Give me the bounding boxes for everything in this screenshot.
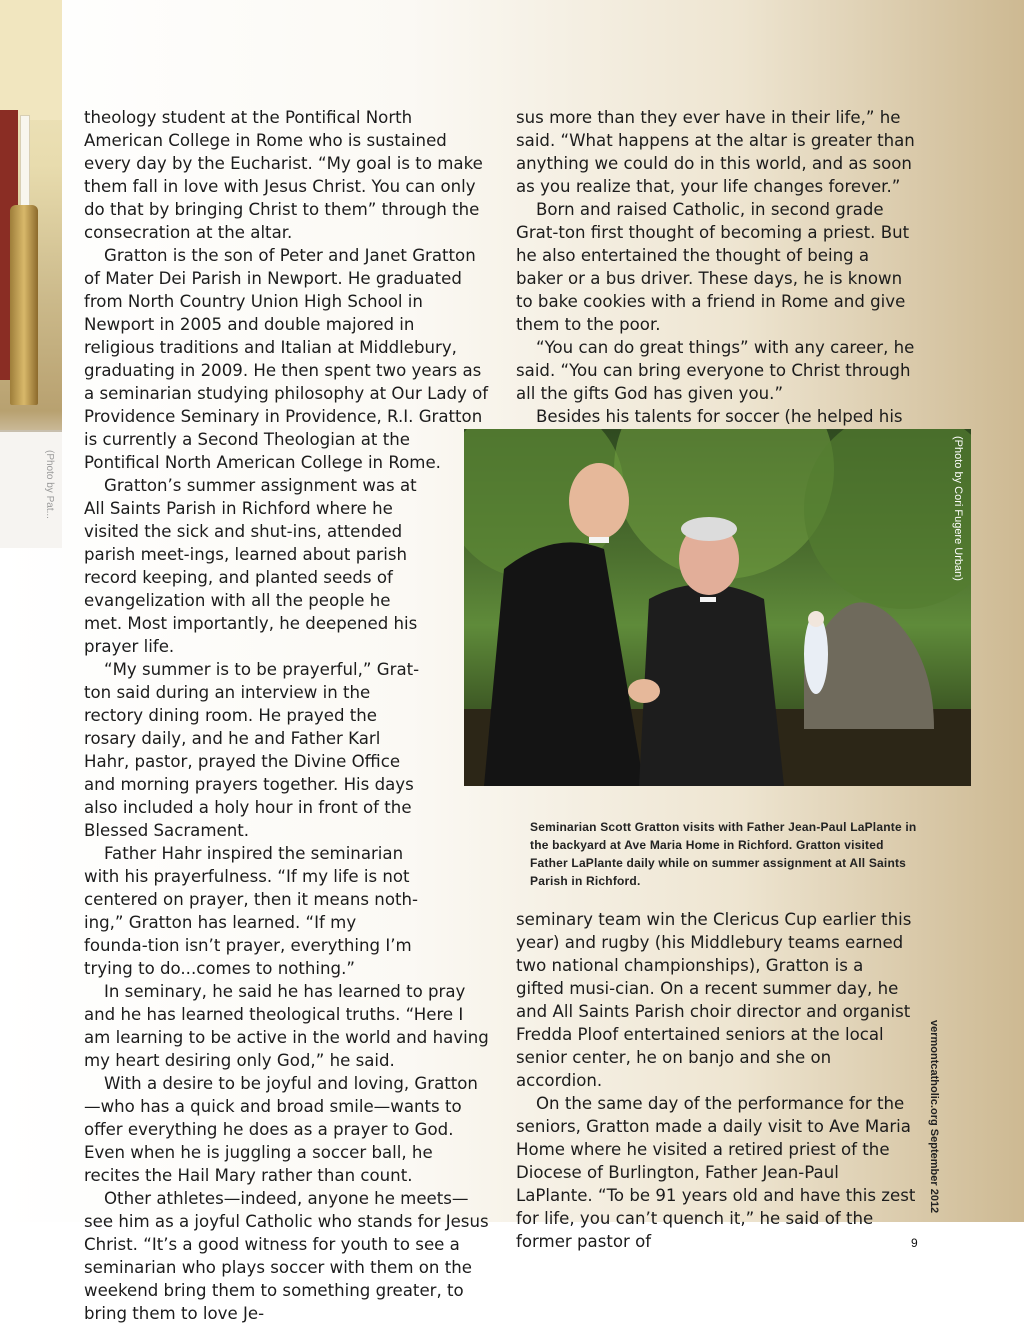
paragraph: In seminary, he said he has learned to pray and he has learned theological truths. “Here I am learning to be active in the world and having my heart desiring only God,” he said. [84, 982, 489, 1070]
paragraph: With a desire to be joyful and loving, Gratton—who has a quick and broad smile—wants to offer everything he does as a prayer to God. Even when he is juggling a soccer ball, he recites the Hail Mary rather than count. [84, 1074, 478, 1185]
paragraph: Other athletes—indeed, anyone he meets—see him as a joyful Catholic who stands for Jesus Christ. “It’s a good witness for youth to see a seminarian who plays soccer with them on the weekend bring them to something greater, to bring them to love Je- [84, 1189, 489, 1323]
photo-credit: (Photo by Cori Fugere Urban) [952, 436, 964, 581]
paragraph: On the same day of the performance for the seniors, Gratton made a daily visit to Ave Maria Home where he visited a retired priest of the Diocese of Burlington, Father Jean-Paul LaPlante. “To be 91 years old and have this zest for life, you can’t quench it,” he said of the former pastor of [516, 1094, 916, 1251]
paragraph: “You can do great things” with any career, he said. “You can bring everyone to Christ through all the gifts God has given you.” [516, 338, 915, 403]
altar-photo-credit: (Photo by Pat... [44, 450, 55, 519]
photo-caption: Seminarian Scott Gratton visits with Father Jean-Paul LaPlante in the backyard at Ave Maria Home in Richford. Gratton visited Father LaPlante daily while on summer assignment at All Saints Parish in Richford. [530, 820, 917, 888]
paragraph: Besides his talents for soccer (he helped his [536, 407, 903, 426]
paragraph: sus more than they ever have in their life,” he said. “What happens at the altar is greater than anything we could do in this world, and as soon as you realize that, your life changes forever.” [516, 108, 915, 196]
right-column-bottom [516, 908, 916, 1253]
seminarian-photo [464, 429, 971, 786]
paragraph: Gratton’s summer assignment was at All Saints Parish in Richford where he visited the sick and shut-ins, attended parish meet-ings, learned about parish record keeping, and planted seeds of evangelization with all the people he met. Most importantly, he deepened his prayer life. [84, 476, 418, 656]
paragraph: “My summer is to be prayerful,” Grat-ton said during an interview in the rectory dining room. He prayed the rosary daily, and he and Father Karl Hahr, pastor, prayed the Divine Office and morning prayers together. His days also included a holy hour in front of the Blessed Sacrament. [84, 660, 420, 840]
paragraph: seminary team win the Clericus Cup earlier this year) and rugby (his Middlebury teams earned two national championships), Gratton is a gifted musi-cian. On a recent summer day, he and All Saints Parish choir director and organist Fredda Ploof entertained seniors at the local senior center, he on banjo and she on accordion. [516, 910, 912, 1090]
photo-illustration [464, 429, 971, 786]
page-number: 9 [911, 1236, 918, 1250]
paragraph: Father Hahr inspired the seminarian with his prayerfulness. “If my life is not centered on prayer, then it means noth-ing,” Gratton has learned. “If my founda-tion isn’t prayer, everything I’m trying to do...comes to nothing.” [84, 844, 418, 978]
footer-website-date: vermontcatholic.org September 2012 [928, 1020, 940, 1214]
paragraph: Born and raised Catholic, in second grade Grat-ton first thought of becoming a priest. But he also entertained the thought of being a baker or a bus driver. These days, he is known to bake cookies with a friend in Rome and give them to the poor. [516, 200, 910, 334]
paragraph: theology student at the Pontifical North American College in Rome who is sustained every day by the Eucharist. “My goal is to make them fall in love with Jesus Christ. You can only do that by bringing Christ to them” through the consecration at the altar. [84, 108, 483, 242]
altar-photo [0, 0, 62, 548]
left-column [84, 106, 489, 1325]
paragraph: Gratton is the son of Peter and Janet Gratton of Mater Dei Parish in Newport. He graduated from North Country Union High School in Newport in 2005 and double majored in religious traditions and Italian at Middlebury, graduating in 2009. He then spent two years as a seminarian studying philosophy at Our Lady of Providence Seminary in Providence, R.I. Gratton is currently a Second Theologian at the Pontifical North American College in Rome. [84, 246, 489, 472]
right-column-top [516, 106, 921, 428]
